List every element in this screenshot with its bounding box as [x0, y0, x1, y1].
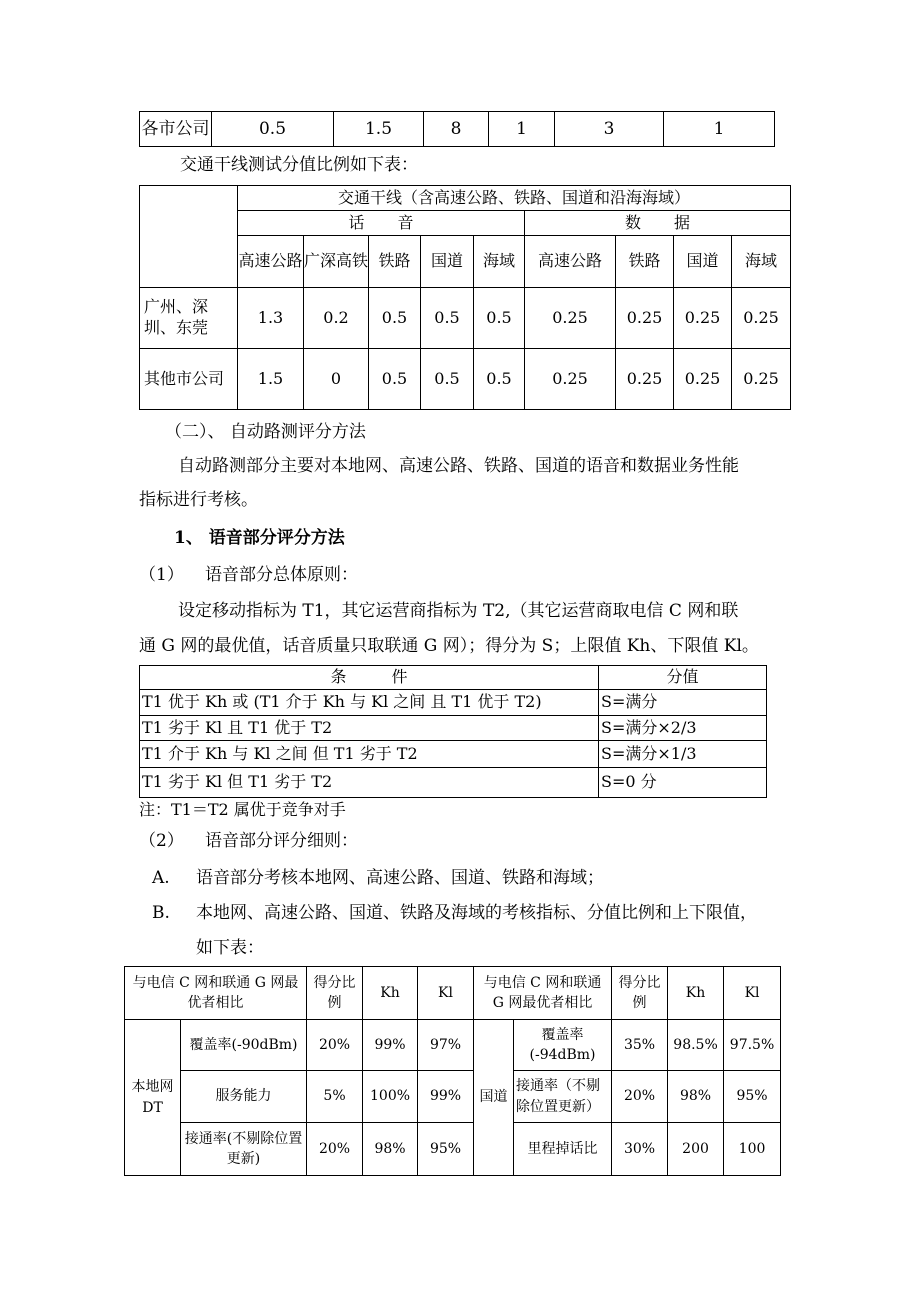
- table-cell: 0.5: [369, 288, 421, 349]
- table-row: [140, 666, 767, 690]
- table-cell: 1: [489, 112, 555, 147]
- table-row: [140, 186, 791, 211]
- table-cell: 98%: [668, 1071, 724, 1123]
- table-cell: T1 劣于 Kl 但 T1 劣于 T2: [140, 768, 599, 798]
- table-cell: 5%: [307, 1071, 363, 1123]
- table-header: 铁路: [369, 236, 421, 288]
- table-row: [140, 288, 791, 349]
- table-header: 铁路: [616, 236, 674, 288]
- table-cell: 98.5%: [668, 1020, 724, 1071]
- list-text: 本地网、高速公路、国道、铁路及海域的考核指标、分值比例和上下限值，: [196, 903, 757, 923]
- table-header: Kh: [668, 967, 724, 1020]
- table-cell: 20%: [307, 1123, 363, 1176]
- table-header: 与电信 C 网和联通 G 网最优者相比: [474, 967, 612, 1020]
- table-cell: 0.25: [674, 349, 732, 410]
- item-number: （2）: [139, 831, 184, 851]
- table-cell: 95%: [724, 1071, 781, 1123]
- paragraph-line: 指标进行考核。: [139, 490, 258, 510]
- table-cell: 99%: [418, 1071, 474, 1123]
- paragraph-line: 设定移动指标为 T1，其它运营商指标为 T2,（其它运营商取电信 C 网和联: [178, 601, 739, 621]
- table-header: 数 据: [525, 211, 791, 236]
- table-row: [140, 211, 791, 236]
- list-label: B.: [152, 903, 170, 923]
- table-header: Kh: [363, 967, 418, 1020]
- table-row: [140, 236, 791, 288]
- table-cell: S=满分: [599, 690, 767, 716]
- table-cell: 0.25: [616, 349, 674, 410]
- table-cell: 20%: [612, 1071, 668, 1123]
- section-heading: （二）、 自动路测评分方法: [165, 422, 366, 442]
- table-cell: 0.25: [616, 288, 674, 349]
- table-cell: 97%: [418, 1020, 474, 1071]
- table-cell: 100: [724, 1123, 781, 1176]
- table-header: Kl: [724, 967, 781, 1020]
- table-cell: 1.3: [238, 288, 304, 349]
- table-cell: 100%: [363, 1071, 418, 1123]
- table-cell: 0.2: [304, 288, 369, 349]
- table-row: [140, 112, 775, 147]
- table-cell: 接通率(不剔除位置更新): [181, 1123, 307, 1176]
- list-label: A.: [152, 868, 170, 888]
- row-label: 其他市公司: [140, 349, 238, 410]
- table-header: 分值: [599, 666, 767, 690]
- table-header: 得分比例: [307, 967, 363, 1020]
- table-cell: 35%: [612, 1020, 668, 1071]
- table-cell: 覆盖率(-94dBm): [514, 1020, 612, 1071]
- table-cell: 0.25: [525, 349, 616, 410]
- paragraph-line: 自动路测部分主要对本地网、高速公路、铁路、国道的语音和数据业务性能: [178, 456, 739, 476]
- table-header: 广深高铁: [304, 236, 369, 288]
- table-row: [125, 967, 781, 1020]
- table-cell: 0.25: [732, 288, 791, 349]
- subsection-heading: 1、 语音部分评分方法: [174, 528, 345, 548]
- city-score-table: [139, 111, 775, 147]
- table-cell: 0.25: [732, 349, 791, 410]
- table-row: [140, 741, 767, 768]
- table-cell: 里程掉话比: [514, 1123, 612, 1176]
- table-cell: 97.5%: [724, 1020, 781, 1071]
- table-row: [140, 349, 791, 410]
- condition-table: [139, 665, 767, 798]
- table-cell: 各市公司: [140, 112, 212, 147]
- table-header: Kl: [418, 967, 474, 1020]
- list-text: 如下表：: [196, 938, 264, 958]
- table-cell: 1: [664, 112, 775, 147]
- table-cell: 0.5: [421, 349, 474, 410]
- table-cell: 95%: [418, 1123, 474, 1176]
- table-cell: 3: [555, 112, 664, 147]
- table-header: 海域: [732, 236, 791, 288]
- table-cell: S=满分×2/3: [599, 716, 767, 741]
- table-header: 与电信 C 网和联通 G 网最优者相比: [125, 967, 307, 1020]
- table-cell: 200: [668, 1123, 724, 1176]
- row-label: 广州、深圳、东莞: [140, 288, 238, 349]
- item-number: （1）: [139, 565, 184, 585]
- table-row: [125, 1071, 781, 1123]
- table-cell: 0.5: [212, 112, 334, 147]
- item-title: 语音部分总体原则：: [205, 565, 358, 585]
- table-header: 交通干线（含高速公路、铁路、国道和沿海海域）: [238, 186, 791, 211]
- traffic-intro: 交通干线测试分值比例如下表：: [180, 155, 418, 175]
- table-header: 国道: [674, 236, 732, 288]
- table-cell: 8: [424, 112, 489, 147]
- kpi-table: [124, 966, 781, 1176]
- table-cell: S=0 分: [599, 768, 767, 798]
- table-cell: 30%: [612, 1123, 668, 1176]
- table-cell: 98%: [363, 1123, 418, 1176]
- table-cell: 20%: [307, 1020, 363, 1071]
- table-cell: 0.25: [674, 288, 732, 349]
- table-cell: T1 劣于 Kl 且 T1 优于 T2: [140, 716, 599, 741]
- table-header: 高速公路: [238, 236, 304, 288]
- table-cell: S=满分×1/3: [599, 741, 767, 768]
- traffic-score-table: [139, 185, 791, 410]
- table-cell: 0.5: [369, 349, 421, 410]
- table-row: [125, 1020, 781, 1071]
- table-cell: 接通率（不剔除位置更新）: [514, 1071, 612, 1123]
- table-cell: 1.5: [238, 349, 304, 410]
- table-cell: 0: [304, 349, 369, 410]
- table-row: [140, 768, 767, 798]
- table-corner-cell: [140, 186, 238, 288]
- table-header: 得分比例: [612, 967, 668, 1020]
- group-label: 国道: [474, 1020, 514, 1176]
- note: 注：T1＝T2 属优于竞争对手: [139, 800, 346, 819]
- table-cell: 0.5: [474, 349, 525, 410]
- table-cell: 0.25: [525, 288, 616, 349]
- table-header: 海域: [474, 236, 525, 288]
- table-cell: 0.5: [474, 288, 525, 349]
- list-text: 语音部分考核本地网、高速公路、国道、铁路和海域；: [196, 868, 604, 888]
- table-cell: 覆盖率(-90dBm): [181, 1020, 307, 1071]
- table-header: 话 音: [238, 211, 525, 236]
- table-header: 高速公路: [525, 236, 616, 288]
- table-cell: T1 优于 Kh 或 (T1 介于 Kh 与 Kl 之间 且 T1 优于 T2): [140, 690, 599, 716]
- table-row: [140, 690, 767, 716]
- paragraph-line: 通 G 网的最优值，话音质量只取联通 G 网）；得分为 S；上限值 Kh、下限值 Kl。: [139, 636, 759, 656]
- table-cell: T1 介于 Kh 与 Kl 之间 但 T1 劣于 T2: [140, 741, 599, 768]
- table-cell: 99%: [363, 1020, 418, 1071]
- table-header: 条 件: [140, 666, 599, 690]
- group-label: 本地网 DT: [125, 1020, 181, 1176]
- table-cell: 0.5: [421, 288, 474, 349]
- table-row: [125, 1123, 781, 1176]
- table-cell: 1.5: [334, 112, 424, 147]
- item-title: 语音部分评分细则：: [205, 831, 358, 851]
- table-cell: 服务能力: [181, 1071, 307, 1123]
- table-row: [140, 716, 767, 741]
- table-header: 国道: [421, 236, 474, 288]
